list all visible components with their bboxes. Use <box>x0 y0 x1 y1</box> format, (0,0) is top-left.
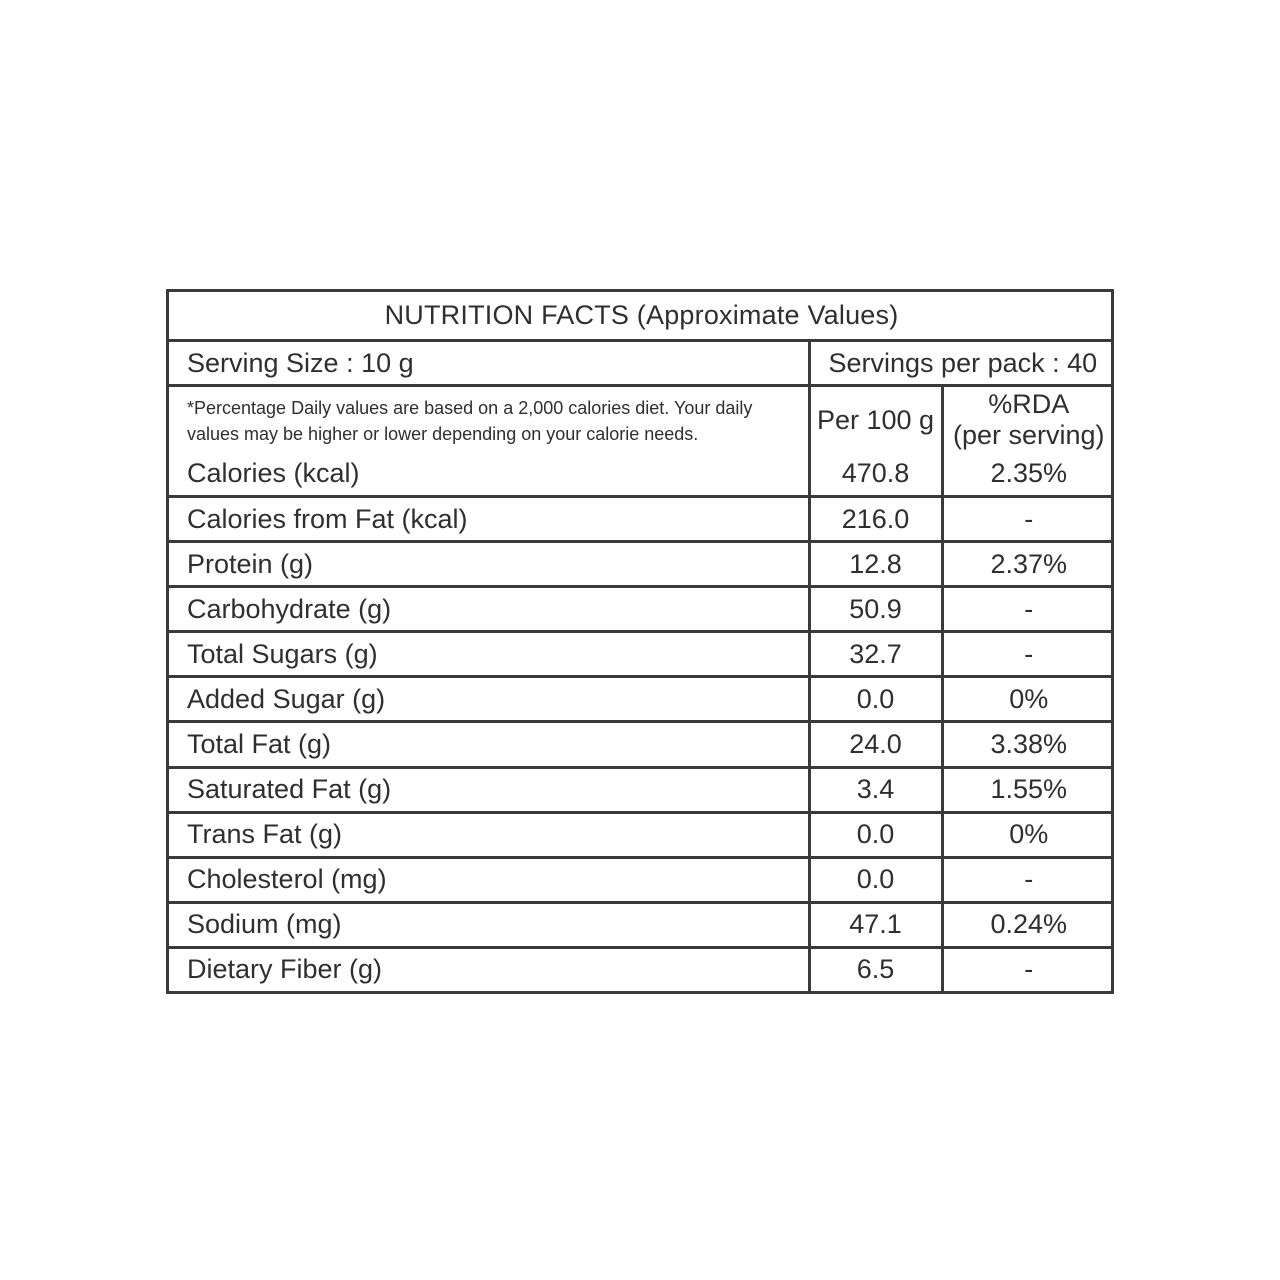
nutrient-rda: - <box>942 947 1114 991</box>
nutrient-label: Calories (kcal) <box>169 453 809 497</box>
nutrient-per-100g: 0.0 <box>809 857 942 902</box>
nutrient-per-100g: 3.4 <box>809 767 942 812</box>
table-row <box>169 857 1114 902</box>
nutrient-rda: - <box>942 496 1114 541</box>
nutrient-label: Protein (g) <box>169 542 809 587</box>
serving-size: Serving Size : 10 g <box>169 341 809 386</box>
table-row <box>169 947 1114 991</box>
nutrient-label: Added Sugar (g) <box>169 677 809 722</box>
table-row <box>169 722 1114 767</box>
nutrient-rows <box>169 453 1114 991</box>
servings-per-pack: Servings per pack : 40 <box>809 341 1114 386</box>
nutrient-per-100g: 32.7 <box>809 632 942 677</box>
nutrient-label: Cholesterol (mg) <box>169 857 809 902</box>
nutrient-rda: 3.38% <box>942 722 1114 767</box>
nutrition-facts-panel <box>166 289 1114 994</box>
nutrient-label: Total Sugars (g) <box>169 632 809 677</box>
table-row <box>169 453 1114 497</box>
nutrient-rda: - <box>942 587 1114 632</box>
rda-header-line2: (per serving) <box>952 420 1105 451</box>
note-row <box>169 386 1114 453</box>
nutrient-per-100g: 47.1 <box>809 902 942 947</box>
nutrient-per-100g: 6.5 <box>809 947 942 991</box>
nutrient-rda: 0% <box>942 677 1114 722</box>
rda-header <box>942 386 1114 453</box>
rda-header-line1: %RDA <box>988 389 1070 420</box>
nutrient-per-100g: 12.8 <box>809 542 942 587</box>
nutrient-rda: 1.55% <box>942 767 1114 812</box>
nutrient-label: Dietary Fiber (g) <box>169 947 809 991</box>
table-row <box>169 632 1114 677</box>
serving-row <box>169 341 1114 386</box>
nutrient-label: Trans Fat (g) <box>169 812 809 857</box>
nutrient-label: Carbohydrate (g) <box>169 587 809 632</box>
nutrient-rda: 0.24% <box>942 902 1114 947</box>
table-row <box>169 812 1114 857</box>
nutrient-per-100g: 24.0 <box>809 722 942 767</box>
nutrient-per-100g: 50.9 <box>809 587 942 632</box>
table-row <box>169 496 1114 541</box>
table-row <box>169 677 1114 722</box>
daily-values-note: *Percentage Daily values are based on a 2,000 calories diet. Your daily values may be higher or lower depending on your calorie needs. <box>169 386 809 453</box>
nutrient-per-100g: 0.0 <box>809 677 942 722</box>
table-row <box>169 542 1114 587</box>
table-title: NUTRITION FACTS (Approximate Values) <box>169 292 1114 341</box>
nutrient-per-100g: 470.8 <box>809 453 942 497</box>
nutrient-rda: 2.35% <box>942 453 1114 497</box>
table-row <box>169 902 1114 947</box>
nutrient-per-100g: 0.0 <box>809 812 942 857</box>
nutrient-label: Saturated Fat (g) <box>169 767 809 812</box>
nutrient-label: Total Fat (g) <box>169 722 809 767</box>
nutrient-label: Calories from Fat (kcal) <box>169 496 809 541</box>
nutrient-per-100g: 216.0 <box>809 496 942 541</box>
nutrient-rda: - <box>942 857 1114 902</box>
per-100g-header: Per 100 g <box>809 386 942 453</box>
nutrient-rda: 0% <box>942 812 1114 857</box>
title-row <box>169 292 1114 341</box>
nutrient-rda: - <box>942 632 1114 677</box>
nutrient-label: Sodium (mg) <box>169 902 809 947</box>
table-row <box>169 767 1114 812</box>
nutrient-rda: 2.37% <box>942 542 1114 587</box>
nutrition-table <box>169 292 1114 991</box>
table-row <box>169 587 1114 632</box>
